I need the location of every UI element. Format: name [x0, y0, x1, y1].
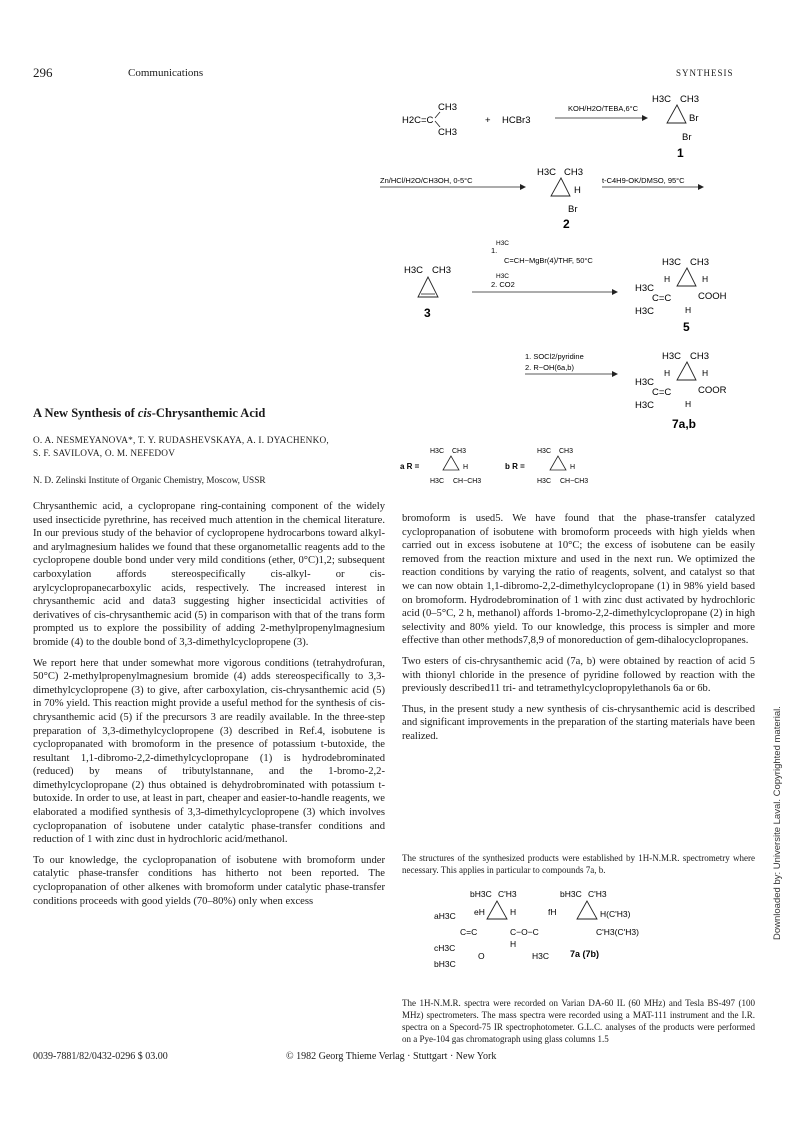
- cyclopropane-ring-1: [667, 105, 686, 123]
- ra-ch-ch3: CH−CH3: [453, 478, 482, 485]
- c2-br: Br: [568, 204, 578, 215]
- c7-h-left: H: [664, 368, 671, 378]
- isobutene-ch3-bottom: CH3: [438, 127, 458, 138]
- download-watermark: Downloaded by: Universite Laval. Copyrighted material.: [772, 706, 783, 940]
- nmr-o: O: [478, 951, 485, 961]
- rb-h3c: H3C: [537, 448, 552, 455]
- r-group-definitions: [395, 443, 610, 493]
- nmr-l4: C=C: [460, 927, 478, 937]
- rb-ch3: CH3: [559, 448, 574, 455]
- authors: O. A. NESMEYANOVA*, T. Y. RUDASHEVSKAYA, A. I. DYACHENKO, S. F. SAVILOVA, O. M. NEFEDOV: [33, 436, 329, 459]
- c4-h3c-top: H3C: [496, 240, 510, 247]
- experimental-note: The 1H-N.M.R. spectra were recorded on Varian DA-60 IL (60 MHz) and Tesla BS-497 (100 MHz) spectrometers. The mass spectra were recorded using a MAT-111 instrument and the I.R. spectra on a Specord-75 IR spectrophotometer. G.L.C. analyses of the products were performed on a Pye-104 gas chromatograph using glass columns 1.5: [402, 998, 755, 1044]
- nmr-l2: cH3C: [434, 943, 456, 953]
- c7-h3c: H3C: [662, 351, 682, 362]
- c7-ch3: CH3: [690, 351, 710, 362]
- nmr-top2: C'H3: [498, 889, 517, 899]
- ra-h: H: [463, 464, 469, 471]
- article-title: A New Synthesis of cis-Chrysanthemic Acid: [33, 406, 266, 420]
- rb-ch-ch3: CH−CH3: [560, 478, 589, 485]
- affiliation: N. D. Zelinski Institute of Organic Chemistry, Moscow, USSR: [33, 476, 266, 486]
- nmr-label: 7a (7b): [570, 949, 600, 959]
- c1-br2: Br: [682, 132, 692, 143]
- section-name: Communications: [128, 67, 204, 79]
- condition-5-step1: 1. SOCl2/pyridine: [525, 352, 584, 361]
- right-paragraph-2: Two esters of cis-chrysanthemic acid (7a, b) were obtained by reaction of acid 5 with thionyl chloride in the presence of pyridine followed by reaction with the previously described11 tri- and tetramethylcyclopropylethanols 6a or 6b.: [402, 655, 755, 695]
- rb-h: H: [570, 464, 576, 471]
- ra-ch3: CH3: [452, 448, 467, 455]
- compound-label-1: 1: [677, 146, 684, 160]
- c7-h-bottom: H: [685, 399, 692, 409]
- left-paragraph-3: To our knowledge, the cyclopropanation of isobutene with bromoform under catalytic phase-transfer conditions has hitherto not been reported. The cyclopropanation of other alkenes with bromoform under catalytic phase-transfer conditions proceeds with good yields (70–80%) only when excess: [33, 854, 385, 907]
- c5-h3c-2: H3C: [635, 283, 655, 294]
- right-paragraph-1: bromoform is used5. We have found that the phase-transfer catalyzed cyclopropanation of isobutene with bromoform proceeds with high yields when carried out in excess isobutene at 10°C; the excess of isobutene can be easily removed from the reaction mixture and used in the next run. We optimized the reaction conditions by varying the ratio of reagents, solvent, and catalyst so that we can now obtain 1,1-dibromo-2,2-dimethylcyclopropane (1) in 98% yield based on bromoform. Hydrodebromination of 1 with zinc dust activated by hydrochloric acid (0–5°C, 2 h, methanol) affords 1-bromo-2,2-dimethylcyclopropane (2) in high selectivity and 80% yield. To our knowledge, this process is simpler and more effective than other methods7,8,9 of monoreduction of gem-dihalocyclopropanes.: [402, 513, 755, 647]
- c5-ch3: CH3: [690, 257, 710, 268]
- structure-note: The structures of the synthesized products were established by 1H-N.M.R. spectrometry where necessary. This applies in particular to compounds 7a, b.: [402, 853, 755, 875]
- c5-ceqc: C=C: [652, 293, 672, 304]
- compound-label-3: 3: [424, 306, 431, 320]
- nmr-h4: H(C'H3): [600, 909, 631, 919]
- c1-br1: Br: [689, 113, 699, 124]
- ra-label: a R =: [400, 462, 420, 471]
- c5-h-left: H: [664, 274, 671, 284]
- c2-h: H: [574, 185, 581, 196]
- c1-h3c: H3C: [652, 94, 672, 105]
- left-paragraph-2: We report here that under somewhat more vigorous conditions (tetrahydrofuran, 50°C) 2-methylpropenylmagnesium bromide (4) adds stereospecifically to 3,3-dimethylcyclopropene (3) to give, after carboxylation, cis-chrysanthemic acid (5) in 70% yield. This reaction might provide a useful method for the synthesis of cis-chrysanthemic acid (5) if the precursors 3 are readily available. In the three-step preparation of 3,3-dimethylcyclopropene (3) described in Ref.4, isobutene is cyclopropanated with bromoform in the presence of potassium t-butoxide, the resultant 1,1-dibromo-2,2-dimethylcyclopropane (1) is hydrodebrominated (reduced) by means of tributylstannane, and the 1-bromo-2,2-dimethylcyclopropane (2) thus obtained is dehydrobrominated with potassium t-butoxide. In order to use, at least in part, cheaper and easier-to-handle reagents, we elaborated a modified synthesis of 3,3-dimethylcyclopropene (3) which involves cyclopropanation of isobutene under catalytic phase-transfer conditions and reduction of 1 with zinc dust in hydrochloric acid/methanol.: [33, 657, 385, 846]
- c5-h-right: H: [702, 274, 709, 284]
- nmr-l5: C−O−C: [510, 927, 539, 937]
- c7-coor: COOR: [698, 385, 727, 396]
- footer-copyright: © 1982 Georg Thieme Verlag · Stuttgart · New York: [286, 1051, 497, 1062]
- condition-4-step1: 1.: [491, 246, 498, 255]
- nmr-l3: bH3C: [434, 959, 456, 969]
- left-paragraph-1: Chrysanthemic acid, a cyclopropane ring-containing component of the widely used insecticide pyrethrine, has received much attention in the chemical literature. In our previous study of the behavior of cyclopropene hydrocarbons toward alkyl- and arylmagnesium halides we found that these organometallic reagents add to the cyclopropene double bond under very mild conditions (ether, 0°C)1,2; subsequent carboxylation affords stereospecifically cis-alkyl- or cis-arylcyclopropanecarboxylic acids, respectively. The increased interest in chrysanthemic acid and data3 suggesting higher insecticidal activities of derivatives of cis-chrysanthemic acid (5) in comparison with that of the trans form prompted us to explore the possibility of adding 2-methylpropenylmagnesium bromide (4) to the double bond of 3,3-dimethylcyclopropene (3).: [33, 501, 385, 648]
- nmr-h3: fH: [548, 907, 557, 917]
- c4-h3c-bottom: H3C: [496, 273, 510, 280]
- footer-code: 0039-7881/82/0432-0296 $ 03.00: [33, 1051, 168, 1062]
- c5-h3c-3: H3C: [635, 306, 655, 317]
- nmr-h2: H: [510, 907, 517, 917]
- right-paragraph-3: Thus, in the present study a new synthesis of cis-chrysanthemic acid is described and significant improvements in the preparation of the starting materials have been realized.: [402, 703, 755, 742]
- cyclopropane-ring-2: [551, 178, 570, 196]
- nmr-l1: aH3C: [434, 911, 456, 921]
- c7-h3c-3: H3C: [635, 400, 655, 411]
- rb-label: b R =: [505, 462, 525, 471]
- compound-label-5: 5: [683, 320, 690, 334]
- compound-label-2: 2: [563, 217, 570, 231]
- cyclopropane-ring-7: [677, 362, 696, 380]
- ra-h3c-b: H3C: [430, 478, 445, 485]
- compound-label-7: 7a,b: [672, 417, 697, 430]
- condition-4-step2: 2. CO2: [491, 280, 515, 289]
- c7-h3c-2: H3C: [635, 377, 655, 388]
- nmr-h6: H: [510, 939, 517, 949]
- nmr-h5: C'H3(C'H3): [596, 927, 639, 937]
- right-column: [402, 512, 755, 751]
- journal-name: SYNTHESIS: [676, 68, 734, 78]
- c7-ceqc: C=C: [652, 387, 672, 398]
- c5-cooh: COOH: [698, 291, 727, 302]
- nmr-top3: bH3C: [560, 889, 582, 899]
- isobutene-h2c: H2C=C: [402, 115, 434, 126]
- c2-h3c: H3C: [537, 167, 557, 178]
- bromoform-formula: HCBr3: [502, 115, 531, 126]
- reaction-scheme: [380, 85, 760, 430]
- condition-3: t-C4H9-OK/DMSO, 95°C: [602, 176, 685, 185]
- c7-h-right: H: [702, 368, 709, 378]
- c1-ch3: CH3: [680, 94, 700, 105]
- condition-2: Zn/HCl/H2O/CH3OH, 0-5°C: [380, 176, 473, 185]
- left-column: [33, 500, 385, 915]
- nmr-top4: C'H3: [588, 889, 607, 899]
- nmr-h3c2: H3C: [532, 951, 550, 961]
- c5-h-bottom: H: [685, 305, 692, 315]
- c2-ch3: CH3: [564, 167, 584, 178]
- plus-sign: +: [485, 115, 491, 126]
- cyclopropane-ring-5: [677, 268, 696, 286]
- condition-4-grignard: C=CH−MgBr(4)/THF, 50°C: [504, 256, 593, 265]
- ra-h3c: H3C: [430, 448, 445, 455]
- c5-h3c: H3C: [662, 257, 682, 268]
- c3-ch3: CH3: [432, 265, 452, 276]
- nmr-structure: [430, 885, 750, 995]
- nmr-top1: bH3C: [470, 889, 492, 899]
- nmr-h1: eH: [474, 907, 485, 917]
- condition-5-step2: 2. R−OH(6a,b): [525, 363, 574, 372]
- isobutene-ch3-top: CH3: [438, 102, 458, 113]
- page-number: 296: [33, 65, 53, 80]
- condition-1: KOH/H2O/TEBA,6°C: [568, 104, 639, 113]
- rb-h3c-b: H3C: [537, 478, 552, 485]
- c3-h3c: H3C: [404, 265, 424, 276]
